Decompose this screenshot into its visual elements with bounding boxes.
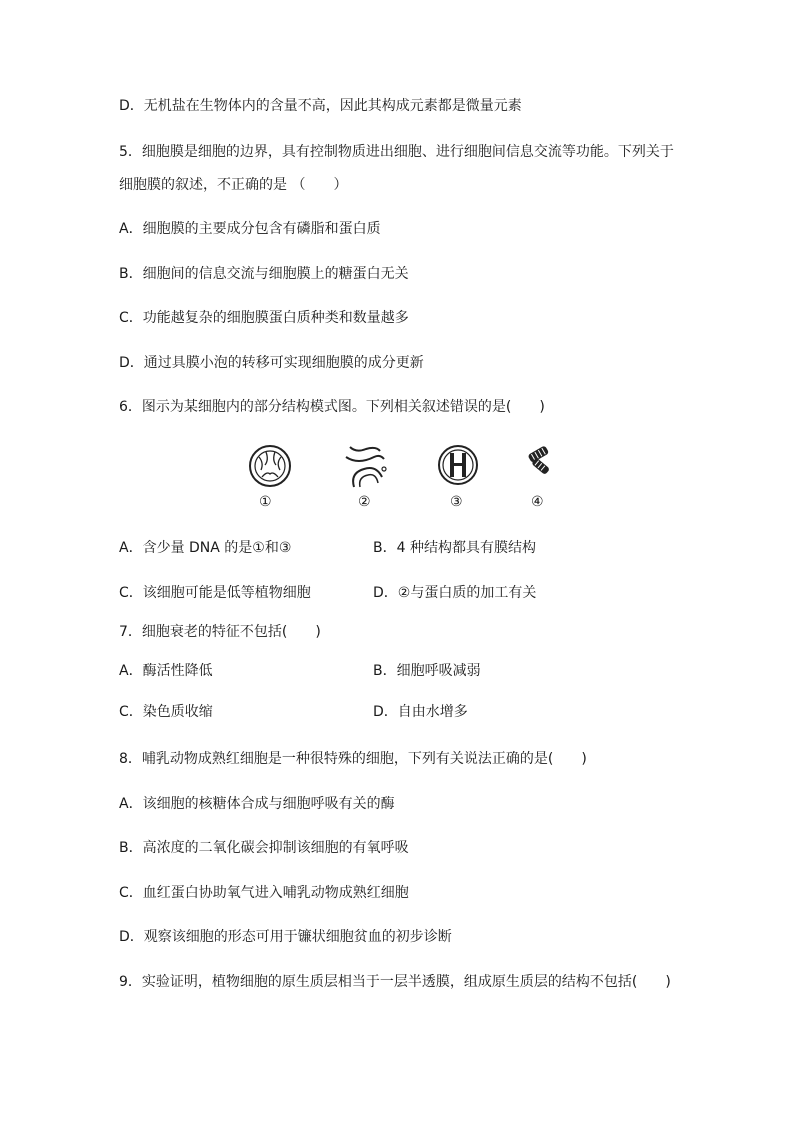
q8-option-a: A．该细胞的核糖体合成与细胞呼吸有关的酶 xyxy=(119,796,395,812)
figure-label-2: ② xyxy=(358,494,371,510)
q4-option-d: D．无机盐在生物体内的含量不高，因此其构成元素都是微量元素 xyxy=(119,98,522,114)
q5-option-b: B．细胞间的信息交流与细胞膜上的糖蛋白无关 xyxy=(119,266,409,282)
q7-option-d: D．自由水增多 xyxy=(373,704,468,720)
q5-stem-line2: 细胞膜的叙述，不正确的是 （ ） xyxy=(119,177,348,193)
q8-option-d: D．观察该细胞的形态可用于镰状细胞贫血的初步诊断 xyxy=(119,929,452,945)
q6-option-b: B．4 种结构都具有膜结构 xyxy=(373,540,536,556)
q6-stem: 6．图示为某细胞内的部分结构模式图。下列相关叙述错误的是( ) xyxy=(119,399,545,415)
q5-stem-line1: 5．细胞膜是细胞的边界，具有控制物质进出细胞、进行细胞间信息交流等功能。下列关于 xyxy=(119,144,674,160)
chloroplast-diagram xyxy=(436,443,480,487)
q8-option-b: B．高浓度的二氧化碳会抑制该细胞的有氧呼吸 xyxy=(119,840,409,856)
q5-option-a: A．细胞膜的主要成分包含有磷脂和蛋白质 xyxy=(119,221,381,237)
centriole-diagram xyxy=(525,443,555,477)
mitochondrion-diagram xyxy=(247,443,293,489)
q9-stem: 9．实验证明，植物细胞的原生质层相当于一层半透膜，组成原生质层的结构不包括( ) xyxy=(119,974,671,990)
q8-stem: 8．哺乳动物成熟红细胞是一种很特殊的细胞，下列有关说法正确的是( ) xyxy=(119,751,587,767)
q5-option-c: C．功能越复杂的细胞膜蛋白质种类和数量越多 xyxy=(119,310,409,326)
q7-option-b: B．细胞呼吸减弱 xyxy=(373,663,481,679)
figure-label-4: ④ xyxy=(531,494,544,510)
q8-option-c: C．血红蛋白协助氧气进入哺乳动物成熟红细胞 xyxy=(119,885,409,901)
q6-option-d: D．②与蛋白质的加工有关 xyxy=(373,585,537,601)
figure-label-3: ③ xyxy=(450,494,463,510)
q7-option-a: A．酶活性降低 xyxy=(119,663,213,679)
q6-option-a: A．含少量 DNA 的是①和③ xyxy=(119,540,292,556)
q7-option-c: C．染色质收缩 xyxy=(119,704,213,720)
golgi-diagram xyxy=(340,443,390,491)
figure-label-1: ① xyxy=(259,494,272,510)
q6-option-c: C．该细胞可能是低等植物细胞 xyxy=(119,585,311,601)
q5-option-d: D．通过具膜小泡的转移可实现细胞膜的成分更新 xyxy=(119,355,424,371)
q7-stem: 7．细胞衰老的特征不包括( ) xyxy=(119,624,321,640)
q6-figure xyxy=(240,443,560,521)
